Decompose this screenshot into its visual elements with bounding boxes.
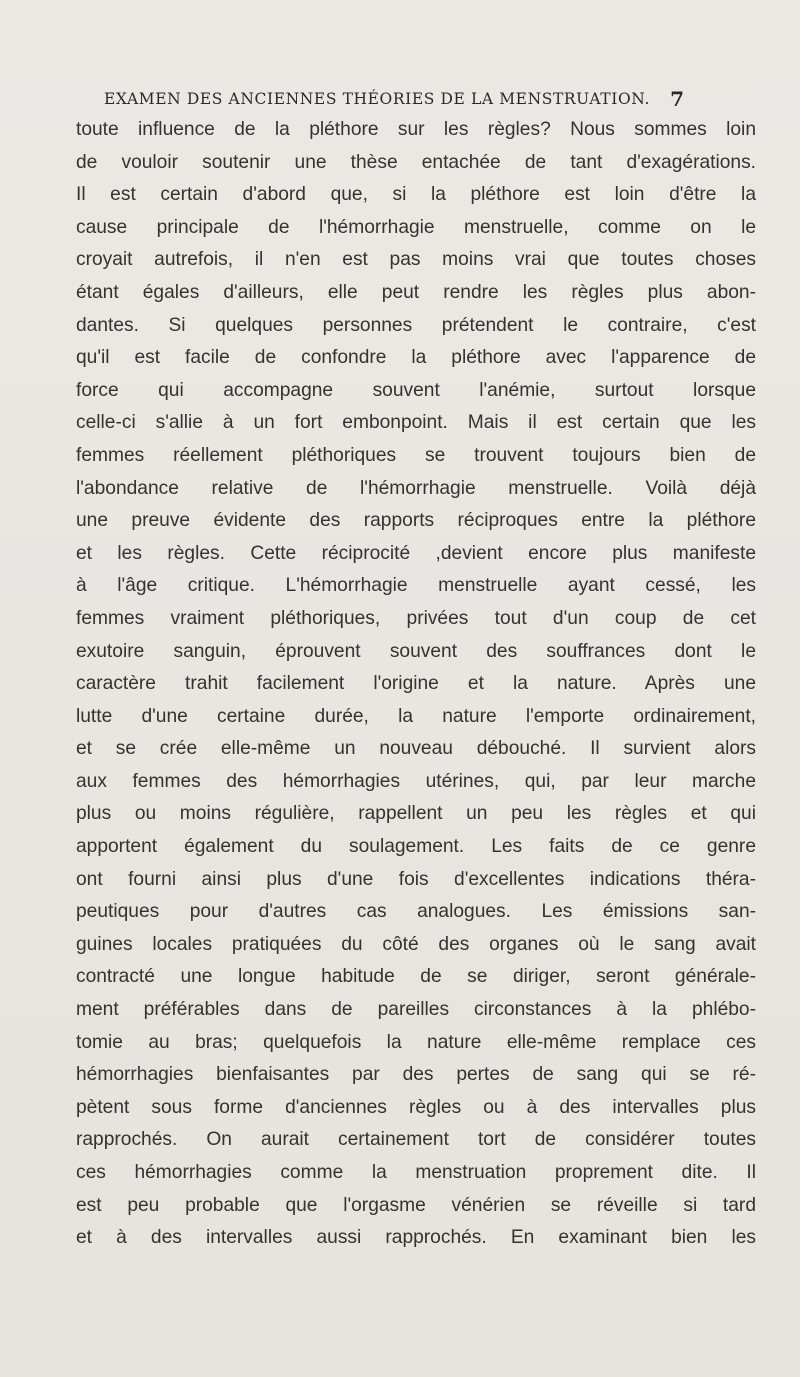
text-line: guines locales pratiquées du côté des organes où le sang avait [76, 933, 756, 955]
page-header [104, 87, 684, 114]
text-line: contracté une longue habitude de se diriger, seront générale- [76, 966, 756, 988]
text-line: et se crée elle-même un nouveau débouché. Il survient alors [76, 738, 756, 760]
text-line: à l'âge critique. L'hémorrhagie menstruelle ayant cessé, les [76, 575, 756, 597]
text-line: toute influence de la pléthore sur les règles? Nous sommes loin [76, 119, 756, 140]
text-line: plus ou moins régulière, rappellent un peu les règles et qui [76, 803, 756, 825]
text-line: cause principale de l'hémorrhagie menstruelle, comme on le [76, 216, 756, 238]
running-head: EXAMEN DES ANCIENNES THÉORIES DE LA MENSTRUATION. [104, 90, 650, 108]
text-line: hémorrhagies bienfaisantes par des pertes de sang qui se ré- [76, 1064, 756, 1086]
text-line: pètent sous forme d'anciennes règles ou à des intervalles plus [76, 1096, 756, 1118]
text-line: ont fourni ainsi plus d'une fois d'excellentes indications théra- [76, 868, 756, 890]
text-line: lutte d'une certaine durée, la nature l'emporte ordinairement, [76, 705, 756, 727]
text-line: est peu probable que l'orgasme vénérien se réveille si tard [76, 1194, 756, 1216]
text-line: peutiques pour d'autres cas analogues. Les émissions san- [76, 901, 756, 923]
text-line: étant égales d'ailleurs, elle peut rendre les règles plus abon- [76, 281, 756, 303]
text-line: croyait autrefois, il n'en est pas moins vrai que toutes choses [76, 249, 756, 271]
text-line: aux femmes des hémorrhagies utérines, qui, par leur marche [76, 770, 756, 792]
text-line: et les règles. Cette réciprocité ,devient encore plus manifeste [76, 542, 756, 564]
text-line: force qui accompagne souvent l'anémie, surtout lorsque [76, 379, 756, 401]
text-line: Il est certain d'abord que, si la pléthore est loin d'être la [76, 184, 756, 206]
text-line: celle-ci s'allie à un fort embonpoint. Mais il est certain que les [76, 412, 756, 434]
text-line: tomie au bras; quelquefois la nature elle-même remplace ces [76, 1031, 756, 1053]
text-line: dantes. Si quelques personnes prétendent le contraire, c'est [76, 314, 756, 336]
text-line: caractère trahit facilement l'origine et la nature. Après une [76, 673, 756, 695]
text-line: et à des intervalles aussi rapprochés. En examinant bien les [76, 1227, 756, 1249]
page-number: 7 [670, 87, 684, 111]
text-line: femmes vraiment pléthoriques, privées tout d'un coup de cet [76, 607, 756, 629]
text-line: qu'il est facile de confondre la pléthore avec l'apparence de [76, 347, 756, 369]
text-line: apportent également du soulagement. Les faits de ce genre [76, 836, 756, 858]
body-text [76, 114, 756, 1255]
text-line: femmes réellement pléthoriques se trouvent toujours bien de [76, 444, 756, 466]
text-line: de vouloir soutenir une thèse entachée de tant d'exagérations. [76, 151, 756, 173]
text-line: rapprochés. On aurait certainement tort de considérer toutes [76, 1129, 756, 1151]
text-line: une preuve évidente des rapports réciproques entre la pléthore [76, 510, 756, 532]
text-line: ces hémorrhagies comme la menstruation proprement dite. Il [76, 1162, 756, 1183]
text-line: l'abondance relative de l'hémorrhagie menstruelle. Voilà déjà [76, 477, 756, 499]
text-line: exutoire sanguin, éprouvent souvent des souffrances dont le [76, 640, 756, 662]
text-line: ment préférables dans de pareilles circonstances à la phlébo- [76, 999, 756, 1021]
